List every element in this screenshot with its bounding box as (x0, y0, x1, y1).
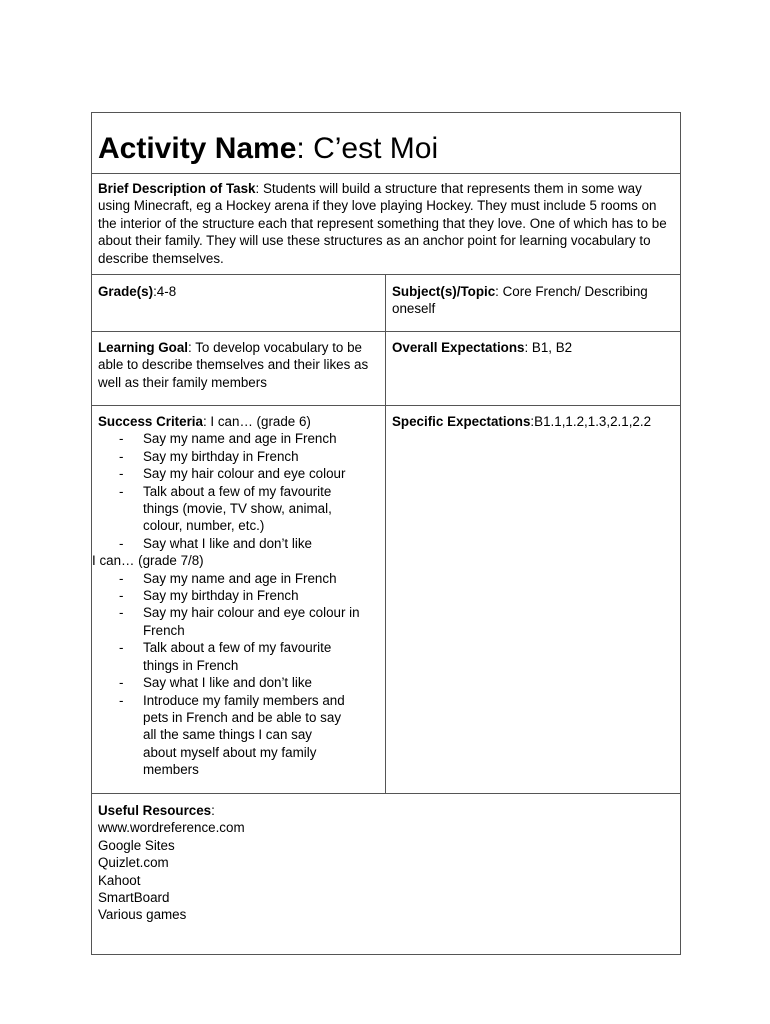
resource-item: SmartBoard (98, 890, 170, 906)
list-item: - Say my birthday in French (98, 587, 379, 604)
grades-label: Grade(s) (98, 284, 154, 299)
subject-cell (386, 275, 681, 332)
resources-heading (98, 802, 674, 819)
resources-colon: : (211, 803, 215, 818)
goal-row (92, 332, 681, 406)
activity-title-label: Activity Name (98, 132, 297, 165)
list-item: - Say my hair colour and eye colour (98, 465, 379, 482)
resources-cell (92, 794, 681, 955)
title-cell (92, 113, 681, 174)
activity-table (91, 112, 681, 955)
list-item: - Introduce my family members and pets in French and be able to say all the same things I can say about myself about my family members (98, 692, 379, 779)
description-cell (92, 174, 681, 275)
list-item: - Say my name and age in French (98, 570, 379, 587)
learning-goal-label: Learning Goal (98, 340, 189, 355)
resource-item: Google Sites (98, 837, 175, 853)
success-criteria-intro: : I can… (grade 6) (202, 414, 311, 429)
list-item: - Talk about a few of my favourite things in French (98, 639, 379, 674)
grades-value: :4-8 (153, 284, 177, 299)
activity-title-value: : C’est Moi (296, 132, 439, 165)
learning-goal-cell (92, 332, 386, 406)
subject-value: : Core French/ Describing oneself (392, 284, 648, 317)
resource-item: Kahoot (98, 872, 141, 888)
resource-item: www.wordreference.com (98, 820, 245, 836)
grade78-list (98, 570, 379, 779)
list-item: - Say my hair colour and eye colour in French (98, 604, 379, 639)
grade-subject-row (92, 275, 681, 332)
activity-title (98, 132, 674, 166)
learning-goal-value: : To develop vocabulary to be able to describe themselves and their likes as well as their family members (98, 340, 369, 390)
resources-label: Useful Resources (98, 803, 212, 818)
overall-expectations-value: : B1, B2 (524, 340, 573, 355)
resource-item: Quizlet.com (98, 855, 169, 871)
grades-cell (92, 275, 386, 332)
resource-item: Various games (98, 907, 187, 923)
grade78-intro: I can… (grade 7/8) (92, 553, 204, 569)
overall-expectations-cell (386, 332, 681, 406)
success-row (92, 406, 681, 794)
grade6-list (98, 430, 379, 552)
success-criteria-label: Success Criteria (98, 414, 203, 429)
description-row (92, 174, 681, 275)
resources-row (92, 794, 681, 955)
specific-expectations-value: :B1.1,1.2,1.3,2.1,2.2 (530, 414, 652, 429)
list-item: - Say my name and age in French (98, 430, 379, 447)
description-label: Brief Description of Task (98, 181, 256, 196)
specific-expectations-cell (386, 406, 681, 794)
subject-label: Subject(s)/Topic (392, 284, 496, 299)
description-value: : Students will build a structure that represents them in some way using Minecraft, eg a Hockey arena if they love playing Hockey. They must include 5 rooms on the interior of the structure each that represent something that they love. One of which has to be about their family. They will use these structures as an anchor point for learning vocabulary to describe themselves. (98, 181, 667, 266)
list-item: - Say my birthday in French (98, 448, 379, 465)
overall-expectations-label: Overall Expectations (392, 340, 525, 355)
list-item: - Talk about a few of my favourite things (movie, TV show, animal, colour, number, etc.) (98, 483, 379, 535)
specific-expectations-label: Specific Expectations (392, 414, 531, 429)
list-item: - Say what I like and don’t like (98, 674, 379, 691)
list-item: - Say what I like and don’t like (98, 535, 379, 552)
success-criteria-cell (92, 406, 386, 794)
title-row (92, 113, 681, 174)
description-text (98, 180, 674, 267)
